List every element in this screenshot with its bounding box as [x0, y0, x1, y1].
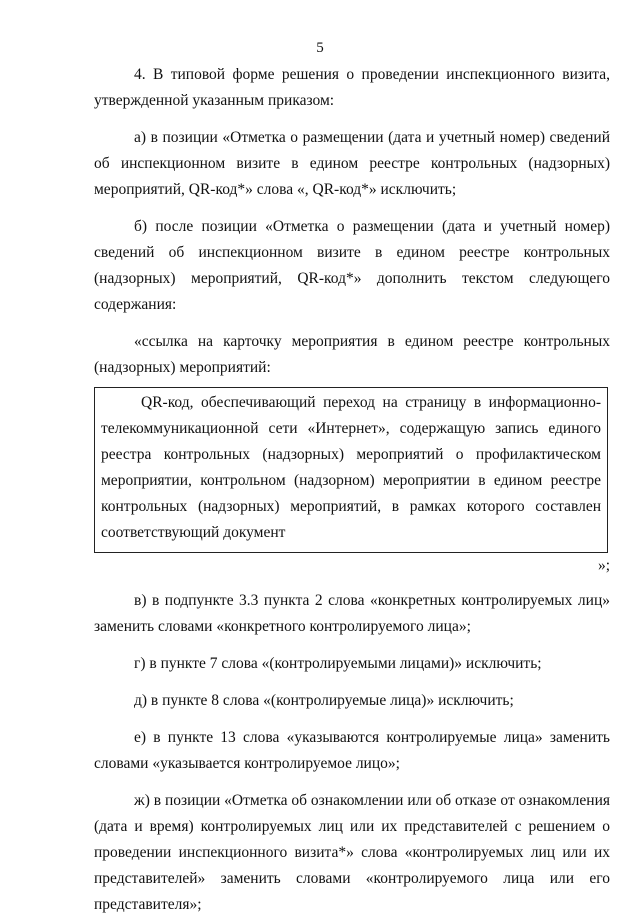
qr-code-box-text: QR-код, обеспечивающий переход на страницу в информационно-телекоммуникационной сети «Интернет», содержащую запись единого реестра контрольных (надзорных) мероприятий о профилактическом мероприятии, контрольном (надзорном) мероприятии в едином реестре контрольных (надзорных) мероприятий, в рамках которого составлен соответствующий документ	[101, 394, 601, 541]
paragraph-a: а) в позиции «Отметка о размещении (дата и учетный номер) сведений об инспекционном визите в едином реестре контрольных (надзорных) мероприятий, QR-код*» слова «, QR-код*» исключить;	[94, 129, 610, 198]
paragraph-v: в) в подпункте 3.3 пункта 2 слова «конкретных контролируемых лиц» заменить словами «конкретного контролируемого лица»;	[94, 592, 610, 635]
paragraph-g: г) в пункте 7 слова «(контролируемыми лицами)» исключить;	[134, 655, 542, 672]
paragraph-d: д) в пункте 8 слова «(контролируемые лица)» исключить;	[134, 692, 514, 709]
document-body	[94, 62, 610, 918]
paragraph-4: 4. В типовой форме решения о проведении инспекционного визита, утвержденной указанным приказом:	[94, 66, 610, 109]
paragraph-zh: ж) в позиции «Отметка об ознакомлении или об отказе от ознакомления (дата и время) контролируемых лиц или их представителей с решением о проведении инспекционного визита*» слова «контролируемых лиц или их представителей» заменить словами «контролируемого лица или его представителя»;	[94, 792, 610, 913]
box-closing-quote: »;	[597, 557, 610, 574]
paragraph-link: «ссылка на карточку мероприятия в едином реестре контрольных (надзорных) мероприятий:	[94, 333, 610, 376]
paragraph-b: б) после позиции «Отметка о размещении (дата и учетный номер) сведений об инспекционном визите в едином реестре контрольных (надзорных) мероприятий, QR-код*» дополнить текстом следующего содержания:	[94, 218, 610, 313]
qr-code-box	[94, 387, 608, 553]
page-number: 5	[316, 40, 324, 56]
paragraph-e: е) в пункте 13 слова «указываются контролируемые лица» заменить словами «указывается контролируемое лицо»;	[94, 729, 610, 772]
